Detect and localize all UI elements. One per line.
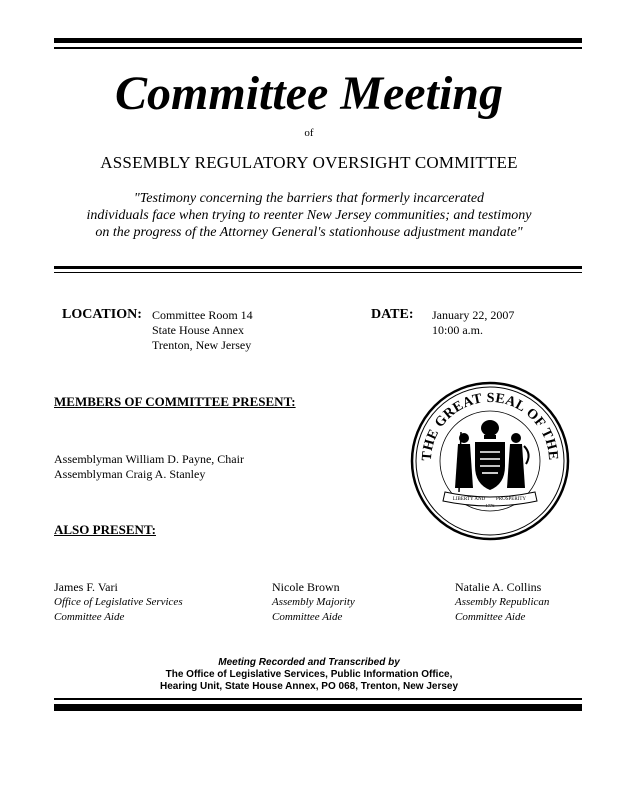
members-list <box>54 452 244 482</box>
date-value <box>432 308 514 338</box>
committee-name: ASSEMBLY REGULATORY OVERSIGHT COMMITTEE <box>100 153 518 172</box>
attendee-role: Committee Aide <box>455 611 526 623</box>
top-rule-thin <box>54 47 582 49</box>
location-line: Trenton, New Jersey <box>152 338 252 352</box>
member-name: Assemblyman William D. Payne, Chair <box>54 452 244 466</box>
attendee-name: Natalie A. Collins <box>455 580 542 594</box>
date-label: DATE: <box>371 307 414 322</box>
seal-text: THE GREAT SEAL OF THE <box>419 390 561 462</box>
attendee-name: Nicole Brown <box>272 580 340 594</box>
seal-year: 1776 <box>485 503 495 508</box>
time-line: 10:00 a.m. <box>432 323 483 337</box>
title-of: of <box>304 127 314 139</box>
subject-line: on the progress of the Attorney General's stationhouse adjustment mandate" <box>95 225 523 240</box>
attendee <box>54 580 183 625</box>
also-present-heading: ALSO PRESENT: <box>54 522 156 537</box>
credit-line: The Office of Legislative Services, Public Information Office, <box>165 669 453 680</box>
attendee-role: Committee Aide <box>54 611 125 623</box>
document-title: Committee Meeting <box>115 67 503 120</box>
date-line: January 22, 2007 <box>432 308 515 322</box>
seal-ribbon-left: LIBERTY AND <box>452 497 486 502</box>
attendee-role: Assembly Majority <box>272 596 355 608</box>
credit-line: Hearing Unit, State House Annex, PO 068, Trenton, New Jersey <box>159 681 459 692</box>
mid-rule-thin <box>54 272 582 273</box>
location-value <box>152 308 253 353</box>
seal-ribbon-right: PROSPERITY <box>495 497 527 502</box>
attendee <box>272 580 355 625</box>
attendee-role: Office of Legislative Services <box>54 596 183 608</box>
hearing-subject <box>60 190 558 241</box>
subject-line: "Testimony concerning the barriers that formerly incarcerated <box>133 191 485 206</box>
credit-line: Meeting Recorded and Transcribed by <box>218 657 400 668</box>
member-name: Assemblyman Craig A. Stanley <box>54 467 206 481</box>
great-seal-of-new-jersey-icon <box>409 380 571 542</box>
attendee-name: James F. Vari <box>54 580 118 594</box>
top-rule-thick <box>54 38 582 43</box>
mid-rule-thick <box>54 266 582 269</box>
bottom-rule-thick <box>54 704 582 711</box>
subject-line: individuals face when trying to reenter New Jersey communities; and testimony <box>86 208 532 223</box>
attendee-role: Committee Aide <box>272 611 343 623</box>
location-line: Committee Room 14 <box>152 308 253 322</box>
bottom-rule-thin <box>54 698 582 700</box>
location-line: State House Annex <box>152 323 244 337</box>
attendee <box>455 580 549 625</box>
location-label: LOCATION: <box>62 307 142 322</box>
attendee-role: Assembly Republican <box>455 596 550 608</box>
members-heading: MEMBERS OF COMMITTEE PRESENT: <box>54 394 296 409</box>
transcription-credit <box>0 657 618 693</box>
